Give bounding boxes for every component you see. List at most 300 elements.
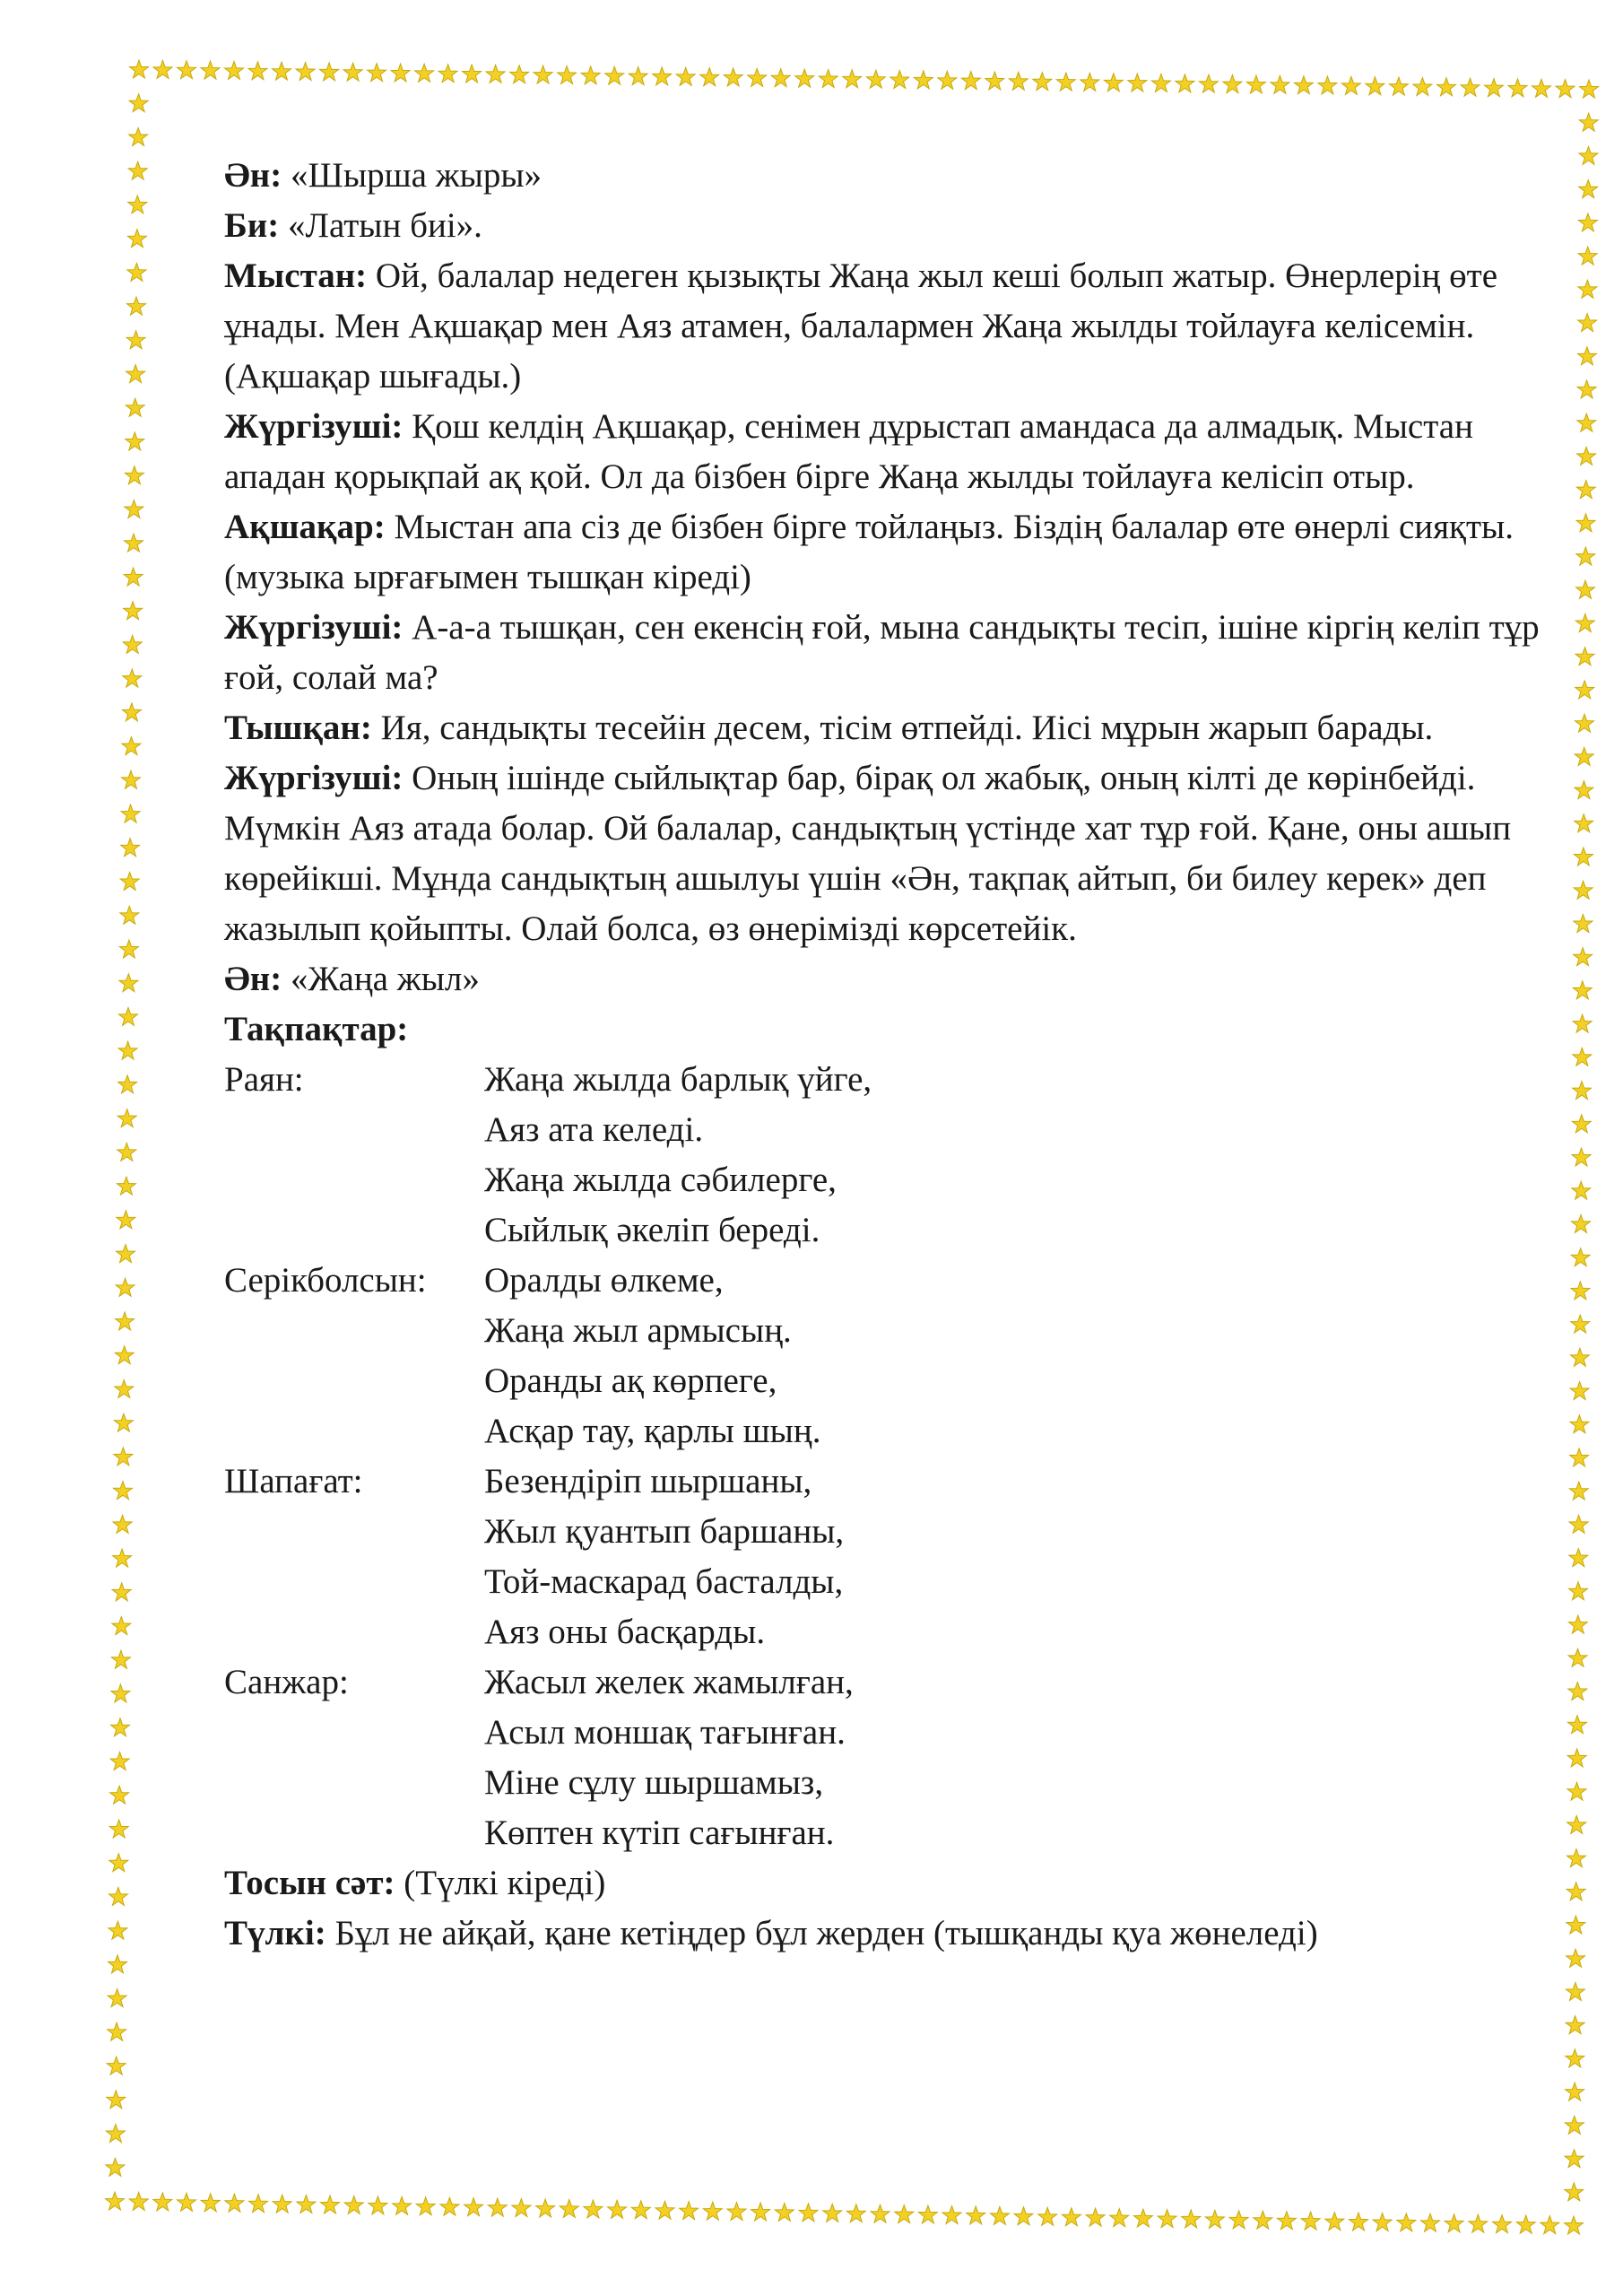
star-icon [871, 2205, 890, 2222]
star-icon [201, 2194, 220, 2212]
star-icon [123, 669, 142, 687]
star-icon [1574, 848, 1593, 865]
star-icon [119, 940, 138, 958]
star-icon [106, 2192, 125, 2210]
star-icon [1373, 2213, 1392, 2231]
star-icon [438, 65, 457, 83]
star-icon [117, 1211, 135, 1229]
dialogue-line-5 [224, 502, 1551, 603]
star-icon [751, 2203, 770, 2221]
dialogue-blocks [224, 151, 1551, 1004]
star-icon [1566, 2016, 1584, 2034]
star-icon [1570, 1348, 1589, 1366]
star-icon [942, 2206, 961, 2224]
star-icon [1151, 74, 1170, 92]
star-icon [843, 70, 862, 88]
star-icon [111, 1718, 130, 1736]
closing-line-0 [224, 1858, 1551, 1909]
dialogue-line-3 [224, 352, 1551, 402]
star-icon [1575, 614, 1594, 632]
star-icon [153, 60, 172, 78]
star-icon [1572, 1214, 1591, 1232]
verse-block [224, 1055, 1551, 1256]
star-icon [914, 71, 933, 89]
star-icon [1086, 2208, 1105, 2226]
verse-line: Оралды өлкеме, [484, 1261, 724, 1300]
star-icon [676, 67, 695, 85]
star-icon [123, 635, 142, 653]
star-icon [106, 2158, 125, 2176]
star-icon [1573, 1048, 1592, 1065]
star-icon [107, 2091, 126, 2109]
star-icon [1397, 2213, 1416, 2231]
dialogue-line-2 [224, 251, 1551, 352]
star-icon [1577, 447, 1596, 465]
star-icon [127, 297, 146, 315]
star-icon [1580, 80, 1599, 98]
star-icon [1566, 1983, 1584, 2001]
star-icon [1575, 714, 1594, 732]
star-icon [1277, 2212, 1296, 2230]
star-icon [819, 70, 838, 88]
dialogue-line-8 [224, 753, 1551, 954]
star-icon [1569, 1549, 1588, 1567]
line-text: Оның ішінде сыйлықтар бар, бірақ ол жабық, оның кілті де көрінбейді. Мүмкін Аяз атада болар. Ой балалар, сандықтың үстінде хат тұр ғой. Қане, оны ашып көрейікші. Мұнда сандықтың ашылуы үшін «Ән, тақпақ айтып, би билеу керек» деп жазылып қойыпты. Олай болса, өз өнерімізді көрсетейік. [224, 759, 1512, 948]
star-icon [1568, 1615, 1587, 1633]
star-icon [605, 66, 624, 84]
star-icon [512, 2199, 531, 2217]
star-icon [1576, 547, 1595, 565]
star-icon [486, 65, 505, 83]
star-icon [120, 906, 139, 924]
verse-block [224, 1256, 1551, 1457]
star-icon [1437, 78, 1456, 96]
star-icon [1062, 2208, 1081, 2226]
star-icon [1532, 79, 1551, 97]
star-icon [129, 94, 148, 112]
star-icon [1566, 2083, 1584, 2100]
star-icon [464, 2198, 483, 2216]
star-icon [225, 61, 244, 79]
star-icon [1366, 77, 1384, 95]
star-icon [1578, 213, 1597, 231]
star-icon [1485, 79, 1504, 97]
star-icon [1567, 1749, 1586, 1767]
verse-lines [484, 1657, 1551, 1858]
star-icon [108, 1921, 127, 1939]
star-icon [1389, 77, 1408, 95]
star-icon [117, 1245, 135, 1263]
star-icon [343, 63, 362, 81]
verse-performer: Санжар: [224, 1663, 349, 1701]
closing-line-1 [224, 1909, 1551, 1959]
star-icon [1574, 915, 1593, 933]
star-icon [1009, 72, 1028, 90]
star-icon [125, 466, 143, 484]
star-icon [118, 1075, 137, 1093]
star-icon [1571, 1282, 1590, 1300]
star-icon [1567, 1815, 1586, 1833]
verse-line: Асыл моншақ тағынған. [484, 1713, 846, 1752]
star-icon [126, 365, 145, 383]
star-icon [1445, 2214, 1463, 2232]
line-text: «Жаңа жыл» [282, 960, 480, 998]
star-icon [1325, 2213, 1344, 2231]
star-icon [1567, 1849, 1585, 1867]
star-icon [415, 64, 434, 82]
verse-lines [484, 1457, 1551, 1657]
star-icon [416, 2197, 435, 2215]
star-icon [653, 67, 672, 85]
star-icon [126, 432, 144, 450]
star-icon [124, 568, 143, 586]
star-icon [631, 2201, 650, 2219]
star-icon [113, 1549, 132, 1567]
star-icon [116, 1278, 135, 1296]
star-icon [109, 1854, 128, 1872]
star-icon [1572, 1181, 1591, 1199]
star-icon [703, 2202, 722, 2220]
star-icon [110, 1786, 129, 1804]
star-icon [127, 263, 146, 281]
star-icon [1341, 76, 1360, 94]
dialogue-line-7 [224, 703, 1551, 753]
star-icon [1318, 76, 1337, 94]
star-icon [534, 65, 552, 83]
star-icon [1038, 2207, 1057, 2225]
star-icon [114, 1482, 133, 1500]
star-icon [178, 2193, 196, 2211]
star-icon [795, 69, 814, 87]
star-icon [1565, 2183, 1584, 2201]
star-icon [1568, 1716, 1587, 1734]
star-icon [110, 1752, 129, 1770]
star-icon [112, 1617, 131, 1635]
verse-lines [484, 1256, 1551, 1457]
star-icon [1574, 881, 1593, 899]
star-icon [113, 1515, 132, 1533]
star-icon [938, 71, 957, 89]
star-icon [1350, 2213, 1368, 2231]
verse-lines [484, 1055, 1551, 1256]
star-icon [895, 2205, 914, 2223]
verse-line: Асқар тау, қарлы шың. [484, 1412, 821, 1450]
star-icon [1575, 814, 1593, 832]
star-icon [1573, 981, 1592, 999]
star-icon [122, 770, 141, 788]
star-icon [1182, 2210, 1201, 2228]
star-icon [1576, 514, 1595, 532]
star-icon [125, 500, 143, 518]
star-icon [680, 2202, 699, 2220]
star-icon [273, 2195, 291, 2213]
verse-line: Аяз ата келеді. [484, 1110, 704, 1149]
star-icon [114, 1413, 133, 1431]
speaker-label: Ән: [224, 156, 282, 195]
star-icon [727, 2203, 746, 2221]
verse-line: Жаңа жыл армысың. [484, 1311, 792, 1350]
verses [224, 1055, 1551, 1858]
star-icon [108, 1955, 127, 1973]
star-icon [1567, 1883, 1585, 1900]
star-icon [126, 331, 145, 349]
star-icon [558, 66, 577, 84]
star-icon [122, 703, 141, 721]
star-icon [775, 2203, 794, 2221]
star-icon [1578, 247, 1597, 265]
star-icon [918, 2205, 937, 2223]
dialogue-line-0 [224, 151, 1551, 201]
star-icon [1421, 2213, 1440, 2231]
star-icon [823, 2204, 842, 2222]
star-icon [1577, 347, 1596, 365]
star-icon [119, 974, 138, 992]
line-text: А-а-а тышқан, сен екенсің ғой, мына сандықты тесіп, ішіне кіргің келіп тұр ғой, солай ма? [224, 608, 1540, 697]
speaker-label: Түлкі: [224, 1914, 326, 1952]
verse-performer: Раян: [224, 1060, 304, 1099]
star-icon [126, 398, 144, 416]
star-icon [990, 2206, 1009, 2224]
speaker-label: Мыстан: [224, 257, 368, 295]
star-icon [961, 72, 980, 90]
star-icon [248, 62, 267, 80]
verse-block [224, 1657, 1551, 1858]
star-icon [1570, 1382, 1589, 1400]
star-icon [1567, 1916, 1585, 1934]
star-icon [1056, 73, 1075, 91]
star-icon [120, 873, 139, 891]
star-icon [1413, 78, 1432, 96]
line-text: (Түлкі кіреді) [395, 1864, 606, 1902]
star-icon [799, 2204, 818, 2222]
star-icon [106, 2125, 125, 2143]
star-icon [1566, 2049, 1584, 2067]
star-icon [115, 1380, 134, 1398]
speaker-label: Жүргізуші: [224, 407, 404, 446]
star-icon [117, 1177, 135, 1195]
star-icon [866, 70, 885, 88]
star-icon [1104, 74, 1123, 91]
star-icon [655, 2201, 674, 2219]
line-text: «Латын биі». [279, 206, 482, 245]
star-icon [1572, 1148, 1591, 1166]
star-icon [117, 1109, 136, 1127]
star-icon [1569, 1582, 1588, 1600]
star-icon [1569, 1482, 1588, 1500]
star-icon [391, 64, 410, 82]
star-icon [1567, 1949, 1585, 1967]
star-icon [153, 2193, 172, 2211]
star-icon [117, 1143, 136, 1161]
verse-line: Жаңа жылда сәбилерге, [484, 1161, 837, 1199]
star-icon [890, 71, 909, 89]
verse-line: Оранды ақ көрпеге, [484, 1361, 777, 1400]
star-icon [1571, 1248, 1590, 1266]
verse-performer: Шапағат: [224, 1462, 363, 1500]
star-icon [1573, 1014, 1592, 1032]
star-icon [1294, 76, 1313, 94]
star-icon [115, 1346, 134, 1364]
line-text: Ой, балалар недеген қызықты Жаңа жыл кеші болып жатыр. Өнерлерің өте ұнады. Мен Ақшақар мен Аяз атамен, балалармен Жаңа жылды тойлауға келісемін. [224, 257, 1498, 345]
star-icon [107, 2057, 126, 2074]
star-icon [1176, 74, 1194, 92]
star-icon [368, 64, 386, 82]
star-icon [1575, 747, 1593, 765]
star-icon [118, 1041, 137, 1059]
star-icon [1014, 2207, 1033, 2225]
star-icon [116, 1312, 135, 1330]
star-icon [771, 69, 790, 87]
star-icon [1568, 1683, 1587, 1700]
star-icon [1133, 2209, 1152, 2227]
star-icon [608, 2200, 627, 2218]
star-icon [129, 2192, 148, 2210]
star-icon [1516, 2215, 1535, 2233]
star-icon [249, 2195, 268, 2213]
star-icon [846, 2205, 865, 2222]
star-icon [344, 2196, 363, 2213]
star-icon [1469, 2214, 1488, 2232]
star-icon [1229, 2211, 1248, 2229]
star-icon [321, 2196, 340, 2213]
star-icon [1576, 481, 1595, 499]
star-icon [130, 60, 149, 78]
line-text: Мыстан апа сіз де бізбен бірге тойлаңыз. Біздің балалар өте өнерлі сияқты. (музыка ырғағымен тышқан кіреді) [224, 508, 1515, 596]
dialogue-line-4 [224, 402, 1551, 502]
star-icon [1461, 78, 1480, 96]
star-icon [112, 1583, 131, 1601]
document-body [224, 151, 1551, 1959]
star-icon [1575, 681, 1594, 699]
star-icon [1579, 113, 1598, 131]
star-icon [393, 2196, 412, 2214]
star-icon [108, 1989, 126, 2007]
speaker-label: Тышқан: [224, 709, 372, 747]
star-icon [111, 1650, 130, 1668]
verse-line: Көптен күтіп сағынған. [484, 1813, 835, 1852]
verse-line: Жаңа жылда барлық үйге, [484, 1060, 872, 1099]
speaker-label: Ән: [224, 960, 282, 998]
star-icon [1567, 1782, 1586, 1800]
star-icon [1579, 180, 1598, 198]
dialogue-line-6 [224, 603, 1551, 703]
star-icon [1158, 2210, 1176, 2228]
star-icon [1508, 79, 1527, 97]
star-icon [510, 65, 529, 83]
star-icon [748, 68, 767, 86]
star-icon [1301, 2212, 1320, 2230]
star-icon [1033, 73, 1052, 91]
star-icon [560, 2199, 578, 2217]
star-icon [127, 230, 146, 248]
star-icon [700, 68, 719, 86]
star-icon [111, 1684, 130, 1702]
verse-line: Той-маскарад басталды, [484, 1562, 844, 1601]
star-icon [201, 61, 220, 79]
star-icon [536, 2199, 555, 2217]
star-icon [1110, 2209, 1129, 2227]
star-icon [1578, 314, 1597, 332]
star-icon [985, 72, 1004, 90]
star-icon [1081, 73, 1099, 91]
verse-line: Безендіріп шыршаны, [484, 1462, 812, 1500]
star-icon [1575, 648, 1594, 665]
star-icon [128, 161, 147, 179]
line-text: Бұл не айқай, қане кетіңдер бұл жерден (тышқанды қуа жөнеледі) [325, 1914, 1318, 1952]
star-icon [1568, 1648, 1587, 1666]
line-text: «Шырша жыры» [282, 156, 542, 195]
speaker-label: Тосын сәт: [224, 1864, 395, 1902]
takpak-heading: Тақпақтар: [224, 1010, 409, 1048]
star-icon [581, 66, 600, 84]
star-icon [488, 2198, 507, 2216]
verse-line: Міне сұлу шыршамыз, [484, 1763, 824, 1802]
star-icon [1577, 380, 1596, 398]
verse-line: Жыл қуантып баршаны, [484, 1512, 845, 1551]
star-icon [1493, 2215, 1512, 2233]
star-icon [1572, 1115, 1591, 1133]
star-icon [125, 534, 143, 552]
line-text: (Ақшақар шығады.) [224, 357, 522, 396]
line-text: Ия, сандықты тесейін десем, тісім өтпейді. Иісі мұрын жарып барады. [371, 709, 1434, 747]
star-icon [128, 196, 147, 213]
star-icon [1541, 2216, 1559, 2234]
star-icon [1199, 74, 1218, 92]
star-icon [584, 2200, 603, 2218]
star-icon [178, 61, 196, 79]
verse-line: Сыйлық әкеліп береді. [484, 1211, 820, 1249]
star-icon [1246, 75, 1265, 93]
star-icon [1565, 2150, 1584, 2168]
star-icon [108, 2022, 126, 2040]
star-icon [440, 2197, 459, 2215]
star-icon [109, 1820, 128, 1838]
verse-line: Жасыл желек жамылған, [484, 1663, 854, 1701]
verse-performer: Серікболсын: [224, 1261, 427, 1300]
star-icon [1565, 2216, 1584, 2234]
star-icon [121, 804, 140, 822]
star-icon [114, 1448, 133, 1465]
speaker-label: Жүргізуші: [224, 608, 404, 647]
star-icon [124, 602, 143, 620]
star-icon [1574, 948, 1593, 966]
speaker-label: Ақшақар: [224, 508, 386, 546]
star-icon [273, 62, 291, 80]
star-icon [1271, 75, 1289, 93]
verse-line: Аяз оны басқарды. [484, 1613, 766, 1651]
line-text: Қош келдің Ақшақар, сенімен дұрыстап амандаса да алмадық. Мыстан ападан қорықпай ақ қой. Ол да бізбен бірге Жаңа жылды тойлауға келісіп отыр. [224, 407, 1473, 496]
star-icon [967, 2206, 985, 2224]
closing-blocks [224, 1858, 1551, 1959]
dialogue-line-9 [224, 954, 1551, 1004]
star-icon [1578, 280, 1597, 298]
dialogue-line-1 [224, 201, 1551, 251]
star-icon [629, 67, 647, 85]
star-icon [129, 128, 148, 146]
star-icon [296, 63, 315, 81]
star-icon [1576, 580, 1595, 598]
star-icon [1223, 75, 1242, 93]
star-icon [1570, 1448, 1589, 1466]
star-icon [225, 2194, 244, 2212]
star-icon [1128, 74, 1147, 91]
star-icon [369, 2196, 387, 2214]
star-icon [122, 737, 141, 755]
star-icon [1569, 1515, 1588, 1533]
star-icon [724, 68, 742, 86]
star-icon [1556, 80, 1575, 98]
speaker-label: Би: [224, 206, 280, 245]
